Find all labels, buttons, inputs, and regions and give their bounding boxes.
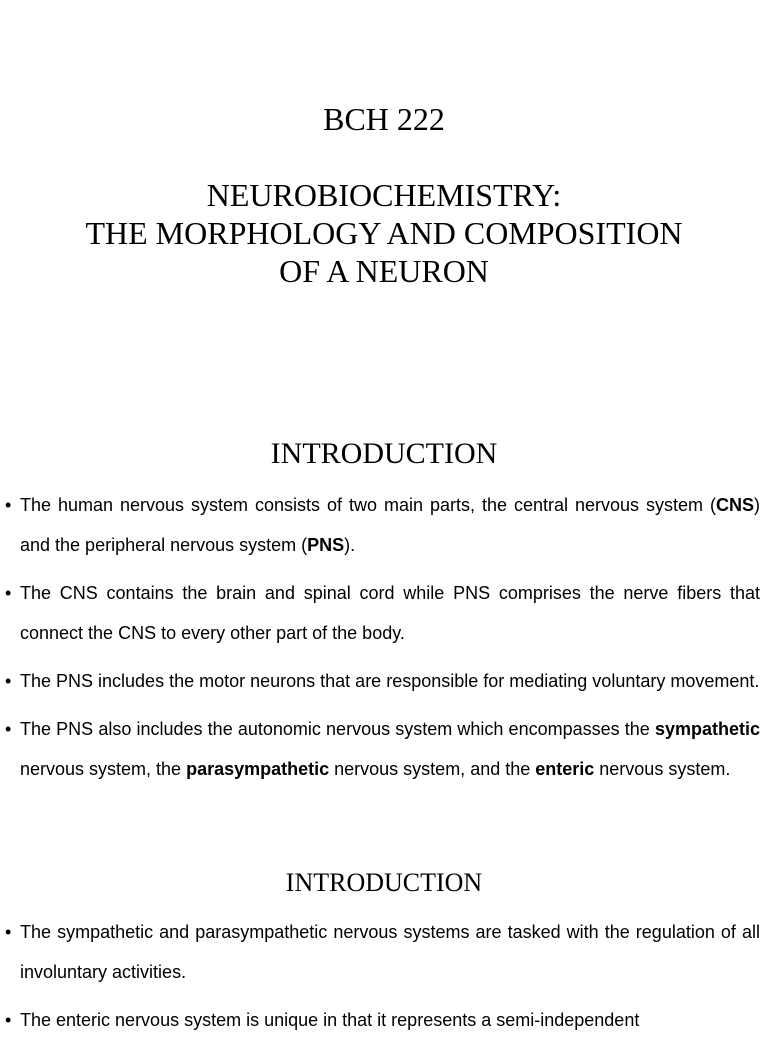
section-heading-introduction-2: INTRODUCTION (285, 868, 483, 897)
bullet-text: ). (344, 535, 356, 555)
bullet-item (0, 573, 768, 653)
bullet-text: The PNS includes the motor neurons that are responsible for mediating voluntary movement. (20, 671, 760, 691)
bullet-item (0, 1000, 768, 1040)
bullet-text: The human nervous system consists of two main parts, the central nervous system ( (20, 495, 716, 515)
bullet-glyph: • (5, 583, 12, 603)
bullet-bold-term: CNS (715, 495, 754, 515)
bullet-text: The CNS contains the brain and spinal cord while PNS comprises the nerve fibers that connect the CNS to every other part of the body. (20, 583, 760, 643)
title-line-2: THE MORPHOLOGY AND COMPOSITION (85, 215, 683, 251)
bullet-text: nervous system, the (20, 759, 187, 779)
bullet-glyph: • (5, 922, 12, 942)
bullet-bold-term: enteric (535, 759, 595, 779)
bullet-text: The enteric nervous system is unique in that it represents a semi-independent (20, 1010, 640, 1030)
bullet-glyph: • (5, 671, 12, 691)
title-line-3: OF A NEURON (279, 253, 489, 289)
bullet-glyph: • (5, 719, 12, 739)
document-title (0, 176, 768, 290)
bullet-bold-term: parasympathetic (186, 759, 330, 779)
bullet-text: The PNS also includes the autonomic nervous system which encompasses the (20, 719, 655, 739)
bullet-bold-term: sympathetic (654, 719, 760, 739)
bullet-text: The sympathetic and parasympathetic nervous systems are tasked with the regulation of all involuntary activities. (20, 922, 760, 982)
bullet-item (0, 912, 768, 992)
bullet-glyph: • (5, 1010, 12, 1030)
bullet-item (0, 485, 768, 565)
bullet-text: nervous system, and the (329, 759, 536, 779)
course-code: BCH 222 (323, 101, 445, 137)
bullet-text: ) and the peripheral nervous system ( (20, 495, 760, 555)
bullet-bold-term: PNS (307, 535, 345, 555)
bullet-list-section-2 (0, 912, 768, 1040)
section-heading-introduction: INTRODUCTION (270, 437, 498, 470)
title-line-1: NEUROBIOCHEMISTRY: (206, 177, 562, 213)
bullet-text: nervous system. (594, 759, 731, 779)
bullet-item (0, 709, 768, 789)
bullet-item (0, 661, 768, 701)
bullet-list-section-1 (0, 485, 768, 789)
bullet-glyph: • (5, 495, 12, 515)
